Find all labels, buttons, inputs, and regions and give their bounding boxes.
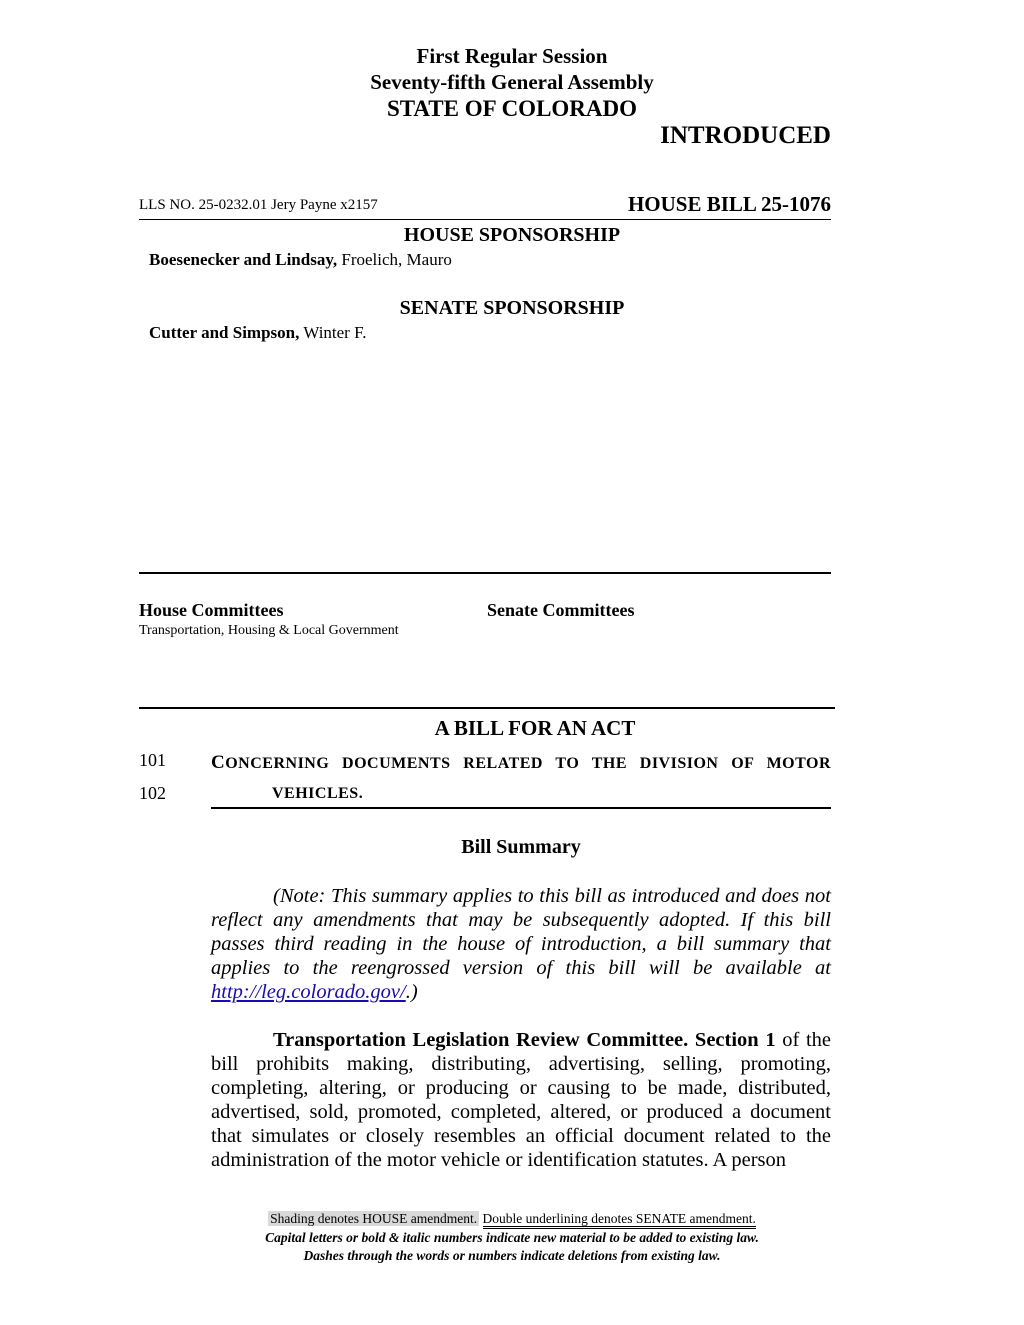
house-sponsors <box>149 250 452 270</box>
senate-sponsorship-heading: SENATE SPONSORSHIP <box>399 297 625 319</box>
status-label: INTRODUCED <box>660 122 831 149</box>
bill-summary-heading: Bill Summary <box>461 836 581 858</box>
state-title: STATE OF COLORADO <box>386 96 638 121</box>
act-title-text: ONCERNING DOCUMENTS RELATED TO THE DIVISION OF MOTOR <box>225 755 831 772</box>
senate-sponsors <box>149 323 366 343</box>
committees-bottom-divider <box>139 707 835 709</box>
leg-colorado-link[interactable]: http://leg.colorado.gov/ <box>211 981 406 1003</box>
new-material-legend: Capital letters or bold & italic numbers indicate new material to be added to existing law. <box>265 1230 759 1245</box>
bill-for-act-heading: A BILL FOR AN ACT <box>434 716 636 740</box>
committees-top-divider <box>139 572 831 574</box>
assembly-title: Seventy-fifth General Assembly <box>370 70 654 94</box>
house-amendment-legend: Shading denotes HOUSE amendment. <box>270 1211 478 1226</box>
house-cosponsors: Froelich, Mauro <box>341 250 452 269</box>
summary-note-close: .) <box>405 981 418 1003</box>
senate-primary-sponsors: Cutter and Simpson, <box>149 323 300 342</box>
summary-committee: Transportation Legislation Review Committee. <box>273 1029 689 1051</box>
act-title-divider <box>211 807 831 809</box>
house-committees-list: Transportation, Housing & Local Government <box>139 623 399 638</box>
bill-number: HOUSE BILL 25-1076 <box>627 192 831 216</box>
act-title-initial: C <box>211 752 226 773</box>
summary-body <box>211 1028 831 1172</box>
amendment-legend <box>0 1210 1024 1228</box>
senate-amendment-legend: Double underlining denotes SENATE amendment. <box>483 1211 756 1229</box>
summary-body-text: of the bill prohibits making, distributing, advertising, selling, promoting, completing, altering, or producing or causing to be made, distributed, advertised, sold, promoted, completed, altered, or produced a document that simulates or closely resembles an official document related to the administration of the motor vehicle or identification statutes. A person <box>211 1029 832 1171</box>
deletions-legend: Dashes through the words or numbers indicate deletions from existing law. <box>303 1248 721 1263</box>
line-number-102: 102 <box>139 783 166 803</box>
house-sponsorship-heading: HOUSE SPONSORSHIP <box>403 224 621 246</box>
session-title: First Regular Session <box>416 44 608 68</box>
summary-note-text: (Note: This summary applies to this bill as introduced and does not reflect any amendments that may be subsequently adopted. If this bill passes third reading in the house of introduction, a bill summary that applies to the reengrossed version of this bill will be available at <box>211 885 831 979</box>
house-primary-sponsors: Boesenecker and Lindsay, <box>149 250 338 269</box>
line-number-101: 101 <box>139 750 166 770</box>
senate-committees-heading: Senate Committees <box>487 600 635 620</box>
summary-section-ref: Section 1 <box>694 1029 776 1051</box>
senate-cosponsors: Winter F. <box>303 323 367 342</box>
house-committees-heading: House Committees <box>139 600 284 620</box>
header-divider <box>139 219 831 220</box>
summary-note <box>211 884 831 1004</box>
lls-number: LLS NO. 25-0232.01 Jery Payne x2157 <box>139 197 378 213</box>
act-title-line-1 <box>211 752 831 774</box>
act-title-line-2: VEHICLES. <box>272 785 364 802</box>
